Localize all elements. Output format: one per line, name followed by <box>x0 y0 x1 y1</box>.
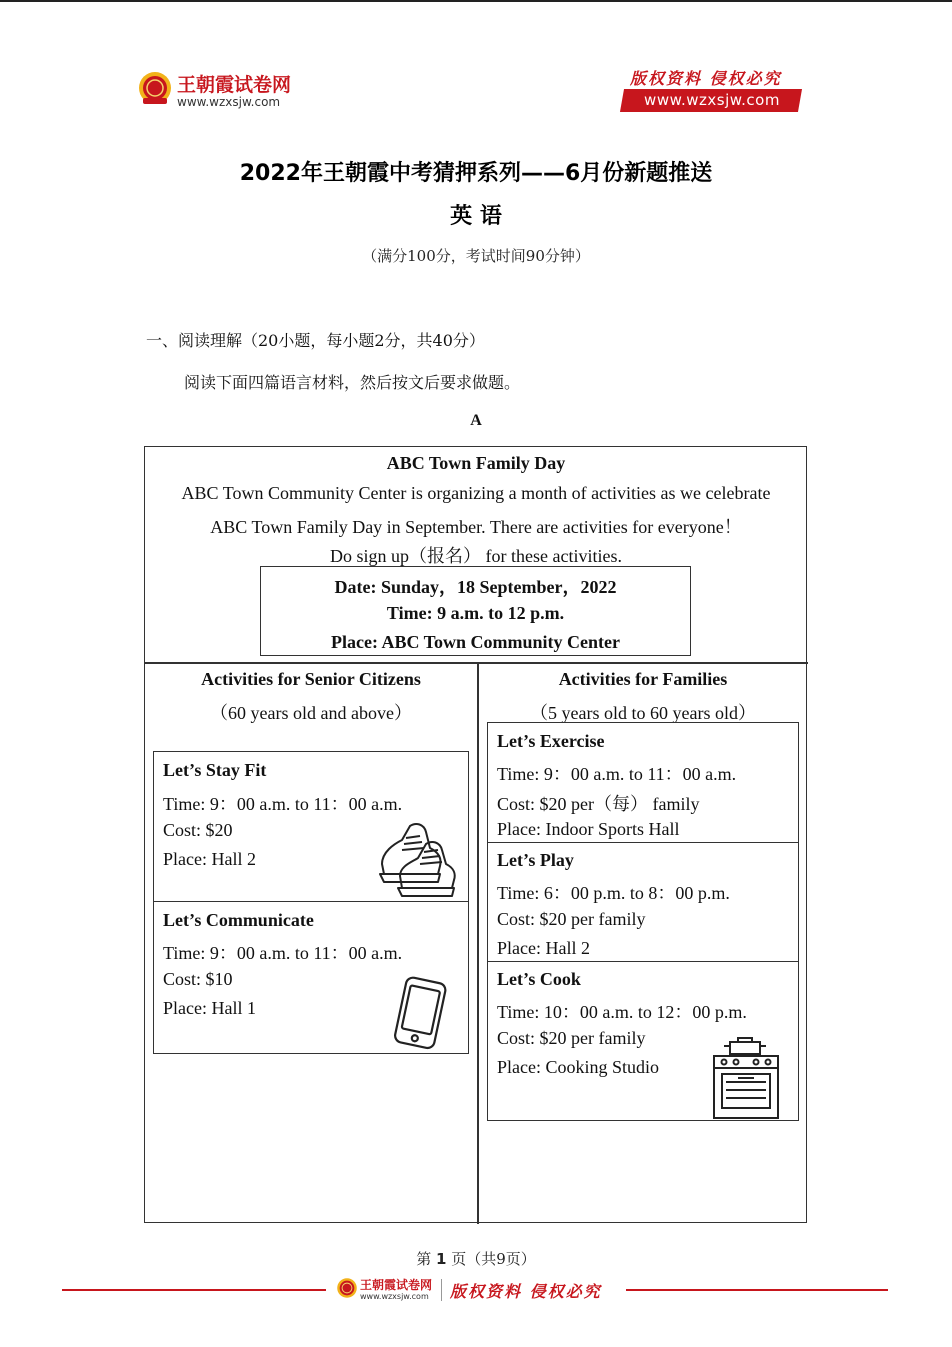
page-suffix: 页（共9页） <box>451 1250 536 1268</box>
activity-title: Let’s Stay Fit <box>163 760 267 780</box>
senior-column-heading: Activities for Senior Citizens <box>201 669 421 689</box>
logo-name: 王朝霞试卷网 <box>177 74 292 96</box>
exam-meta: （满分100分，考试时间90分钟） <box>362 247 590 265</box>
footer-separator <box>441 1279 442 1301</box>
activity-card-cook <box>487 961 799 1121</box>
activity-cost: Cost: $10 <box>163 969 233 989</box>
activity-card-stay-fit <box>153 751 469 902</box>
activity-cost: Cost: $20 <box>163 820 233 840</box>
activity-time: Time: 10：00 a.m. to 12：00 p.m. <box>497 1002 747 1022</box>
event-place: Place: ABC Town Community Center <box>331 632 620 652</box>
stove-icon <box>708 1034 784 1120</box>
page-current: 1 <box>436 1250 447 1268</box>
activity-place: Place: Hall 2 <box>497 938 590 958</box>
column-divider <box>477 662 479 1224</box>
activity-place: Place: Cooking Studio <box>497 1057 659 1077</box>
activity-cost: Cost: $20 per family <box>497 1028 646 1048</box>
activity-cost: Cost: $20 per（每） family <box>497 794 700 814</box>
event-date: Date: Sunday，18 September，2022 <box>334 577 617 597</box>
activity-place: Place: Hall 2 <box>163 849 256 869</box>
family-column-heading: Activities for Families <box>558 669 728 689</box>
sneakers-icon <box>376 818 458 898</box>
intro-line: ABC Town Family Day in September. There are activities for everyone！ <box>210 517 742 537</box>
site-logo[interactable] <box>137 70 312 112</box>
event-time: Time: 9 a.m. to 12 p.m. <box>386 603 565 623</box>
page-number <box>0 1248 952 1269</box>
exam-title: 2022年王朝霞中考猜押系列——6月份新题推送 <box>239 161 713 186</box>
site-url-link[interactable]: www.wzxsjw.com <box>644 91 780 109</box>
smartphone-icon <box>386 976 456 1052</box>
section-heading: 一、阅读理解（20小题，每小题2分，共40分） <box>146 331 485 350</box>
activity-time: Time: 6：00 p.m. to 8：00 p.m. <box>497 883 730 903</box>
table-divider <box>144 662 808 664</box>
section-instruction: 阅读下面四篇语言材料，然后按文后要求做题。 <box>184 373 521 392</box>
top-rule <box>0 0 952 2</box>
activity-time: Time: 9：00 a.m. to 11：00 a.m. <box>497 764 737 784</box>
passage-label: A <box>470 412 482 429</box>
footer-rule-right <box>626 1289 888 1291</box>
copyright-notice: 版权资料 侵权必究 <box>630 69 782 88</box>
logo-url[interactable]: www.wzxsjw.com <box>177 95 281 109</box>
footer-copyright: 版权资料 侵权必究 <box>450 1282 602 1301</box>
subject-title: 英 语 <box>450 204 502 229</box>
footer-logo[interactable] <box>336 1276 438 1304</box>
activity-cost: Cost: $20 per family <box>497 909 646 929</box>
footer-logo-url[interactable]: www.wzxsjw.com <box>360 1292 429 1301</box>
activity-title: Let’s Cook <box>497 969 581 989</box>
activity-card-exercise <box>487 722 799 843</box>
activity-title: Let’s Communicate <box>163 910 314 930</box>
intro-line: ABC Town Community Center is organizing a month of activities as we celebrate <box>181 483 771 503</box>
seal-icon <box>336 1277 358 1299</box>
activity-title: Let’s Exercise <box>497 731 605 751</box>
seal-icon <box>137 70 173 106</box>
activity-title: Let’s Play <box>497 850 574 870</box>
activity-time: Time: 9：00 a.m. to 11：00 a.m. <box>163 943 403 963</box>
activity-card-play <box>487 842 799 962</box>
footer-logo-name: 王朝霞试卷网 <box>360 1278 433 1292</box>
activity-place: Place: Indoor Sports Hall <box>497 819 680 839</box>
activity-time: Time: 9：00 a.m. to 11：00 a.m. <box>163 794 403 814</box>
activity-card-communicate <box>153 901 469 1054</box>
senior-age-range: （60 years old and above） <box>210 703 412 723</box>
event-title: ABC Town Family Day <box>386 453 566 473</box>
family-age-range: （5 years old to 60 years old） <box>530 703 756 723</box>
footer-rule-left <box>62 1289 326 1291</box>
page-prefix: 第 <box>416 1250 432 1268</box>
intro-line: Do sign up（报名） for these activities. <box>330 546 622 566</box>
activity-place: Place: Hall 1 <box>163 998 256 1018</box>
